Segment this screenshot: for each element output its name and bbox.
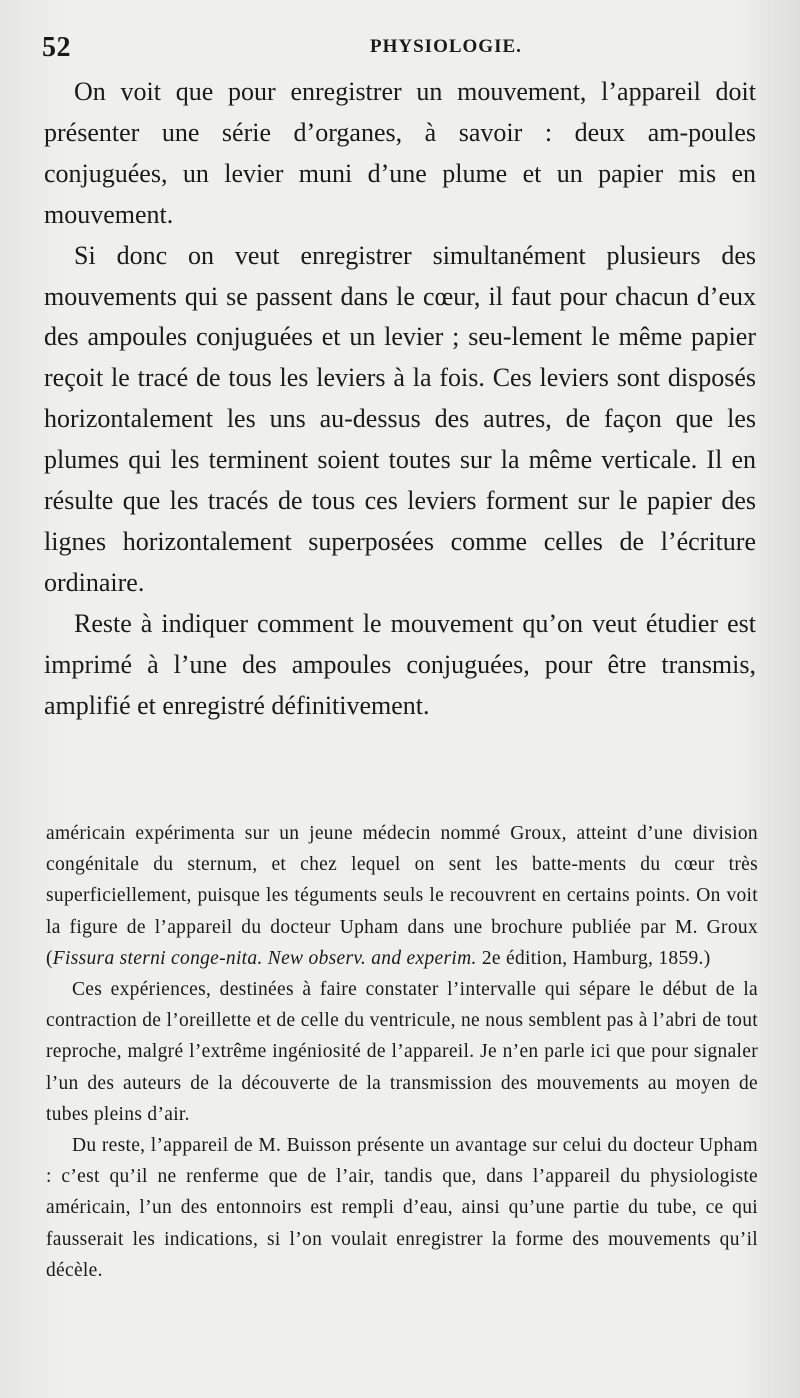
footnote-paragraph: Du reste, l’appareil de M. Buisson présente un avantage sur celui du docteur Upham : c’est qu’il ne renferme que de l’air, tandis que, dans l’appareil du physiologiste américain, l’un des entonnoirs est rempli d’eau, ainsi qu’une partie du tube, ce qui fausserait les indications, si l’on voulait enregistrer la forme des mouvements qu’il décèle. [46,1135,758,1281]
body-paragraph: On voit que pour enregistrer un mouvement, l’appareil doit présenter une série d’organes, à savoir : deux am-poules conjuguées, un levier muni d’une plume et un papier mis en mouvement. [44,77,756,229]
footnote-text: 2e édition, Hamburg, 1859.) [476,947,711,969]
page-number: 52 [42,32,71,63]
running-head: PHYSIOLOGIE. [370,36,522,57]
footnotes [46,818,758,1286]
footnote-paragraph [46,818,758,974]
footnote-text: américain expérimenta sur un jeune médecin nommé Groux, atteint d’une division congénitale du sternum, et chez lequel on sent les batte-ments du cœur très superficiellement, puisque les téguments seuls le recouvrent en certains points. On voit la figure de l’appareil du docteur Upham dans une brochure publiée par M. Groux ( [46,823,758,969]
main-text [44,72,756,727]
footnote-citation-title: Fissura sterni conge-nita. New observ. and experim. [52,947,477,969]
page-header [42,30,750,66]
body-paragraph: Si donc on veut enregistrer simultanément plusieurs des mouvements qui se passent dans le cœur, il faut pour chacun d’eux des ampoules conjuguées et un levier ; seu-lement le même papier reçoit le tracé de tous les leviers à la fois. Ces leviers sont disposés horizontalement les uns au-dessus des autres, de façon que les plumes qui les terminent soient toutes sur la même verticale. Il en résulte que les tracés de tous ces leviers forment sur le papier des lignes horizontalement superposées comme celles de l’écriture ordinaire. [44,240,756,597]
footnote-paragraph: Ces expériences, destinées à faire constater l’intervalle qui sépare le début de la contraction de l’oreillette et de celle du ventricule, ne nous semblent pas à l’abri de tout reproche, malgré l’extrême ingéniosité de l’appareil. Je n’en parle ici que pour signaler l’un des auteurs de la découverte de la transmission des mouvements au moyen de tubes pleins d’air. [46,979,758,1125]
body-paragraph: Reste à indiquer comment le mouvement qu’on veut étudier est imprimé à l’une des ampoules conjuguées, pour être transmis, amplifié et enregistré définitivement. [44,608,756,720]
